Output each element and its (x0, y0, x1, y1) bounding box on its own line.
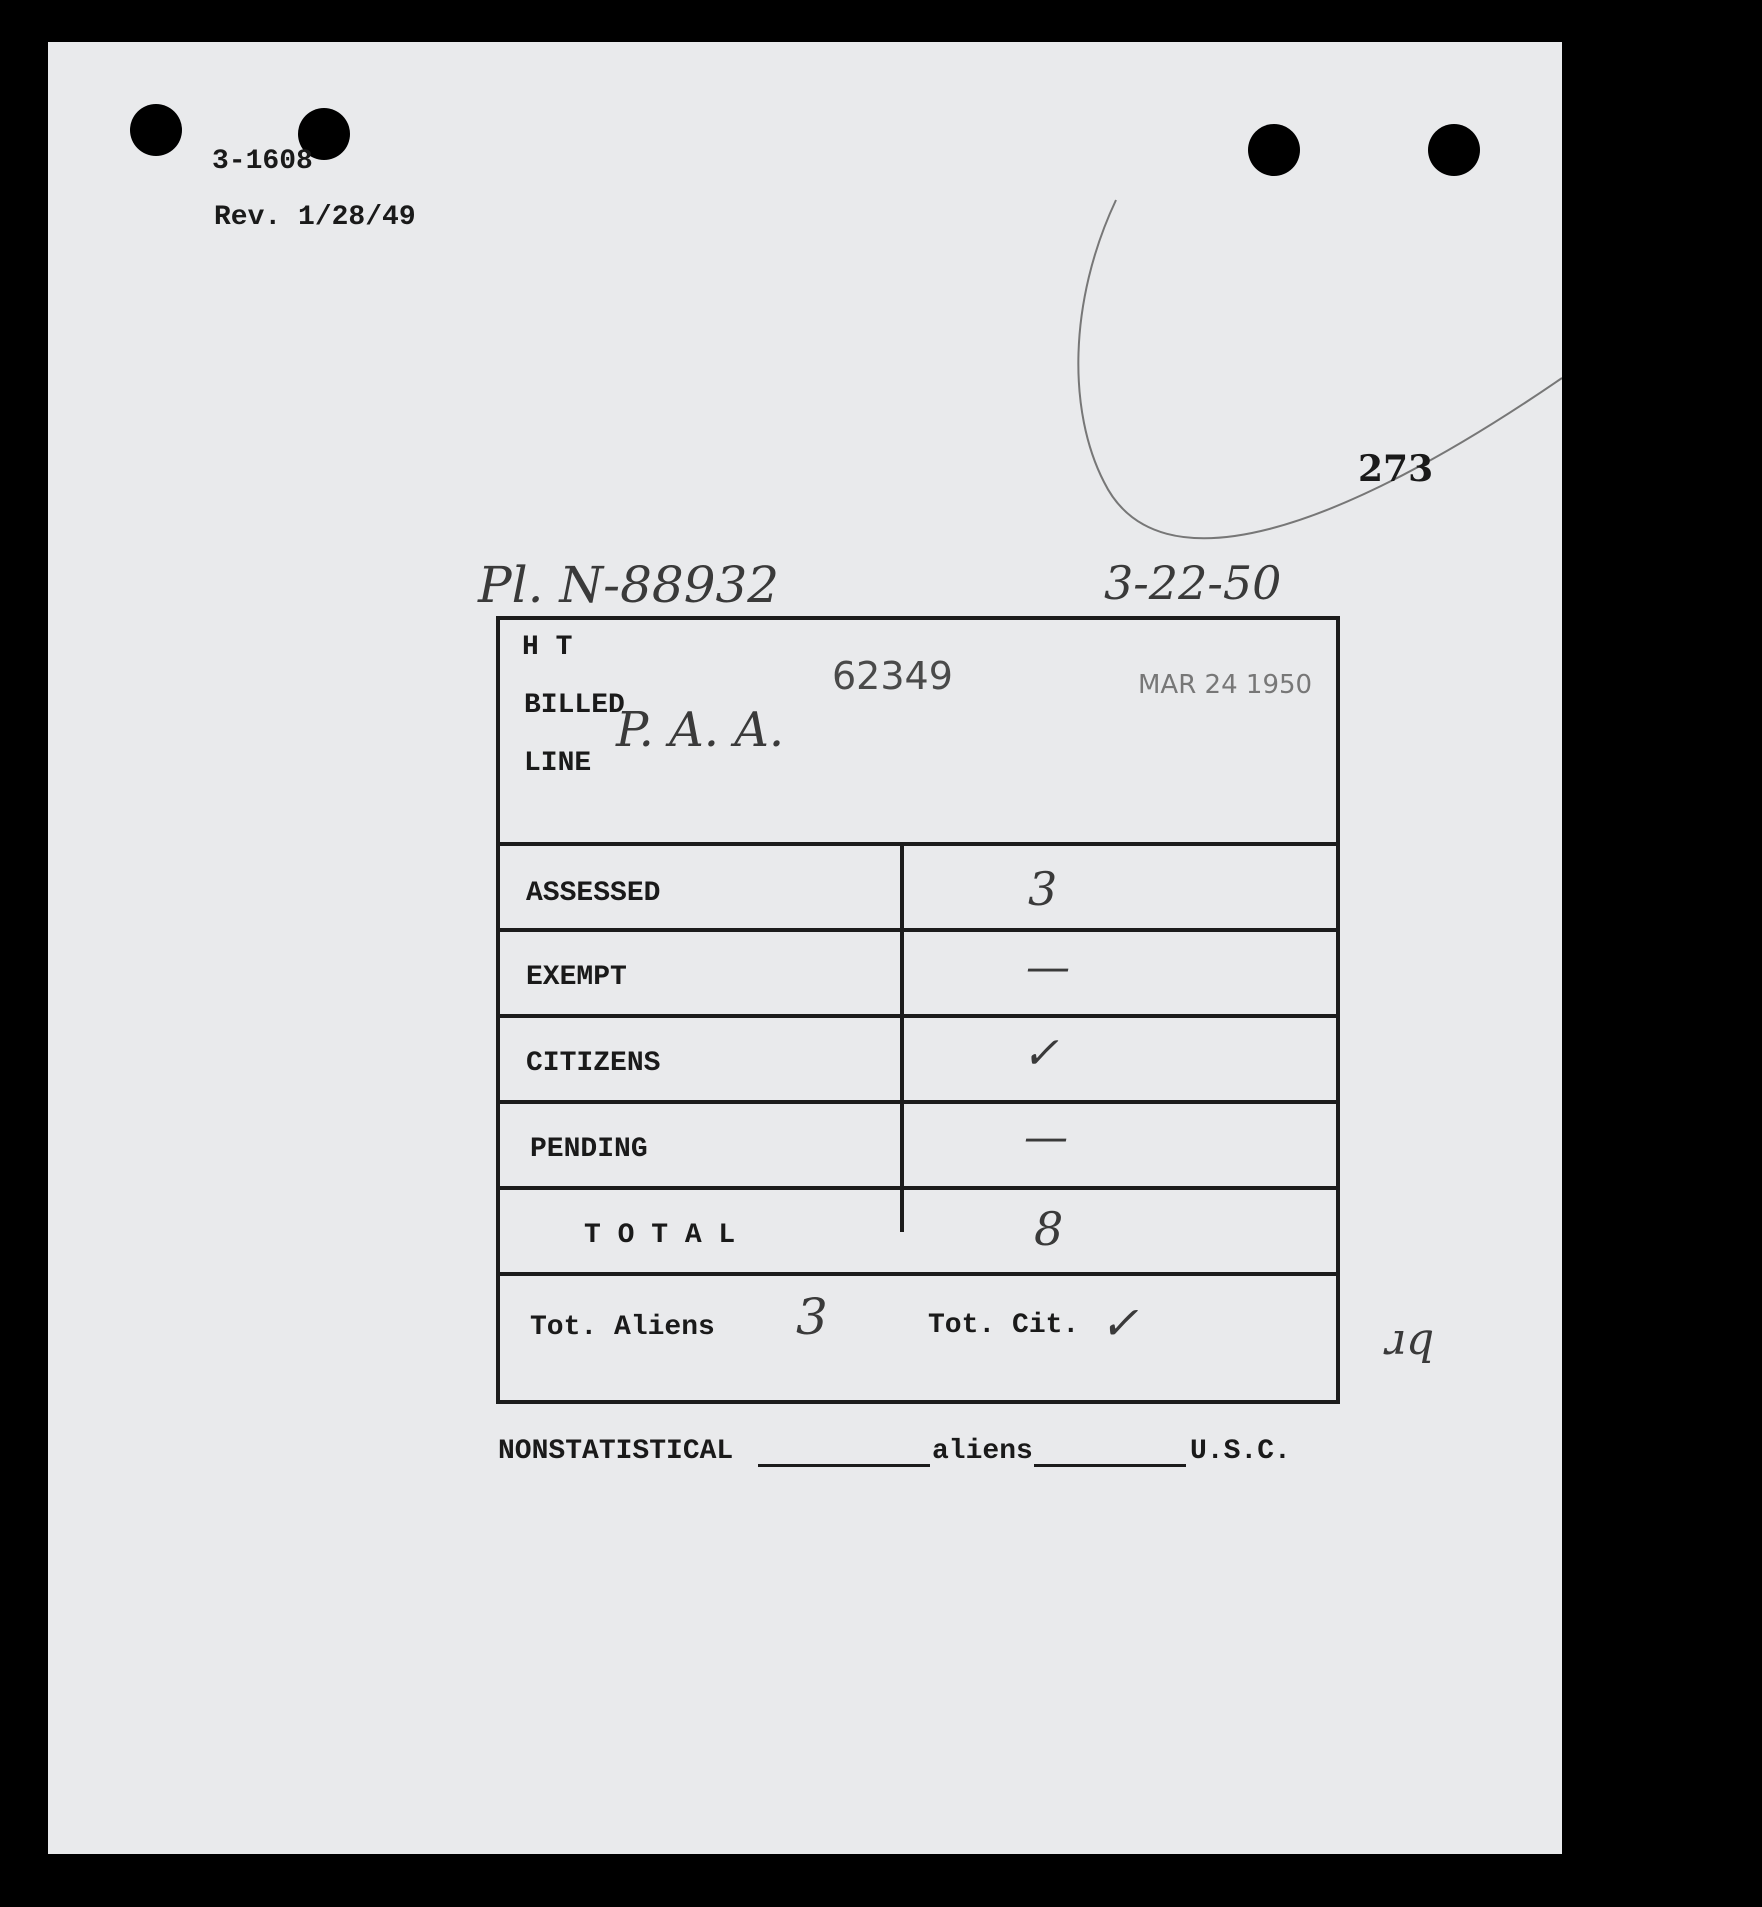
row-separator-2 (496, 1014, 1340, 1018)
line-value: P. A. A. (616, 702, 785, 758)
punch-hole-3 (1248, 124, 1300, 176)
box-top-border (496, 616, 1340, 620)
citizens-value: ✓ (1022, 1028, 1059, 1079)
handwritten-date: 3-22-50 (1104, 556, 1282, 610)
page-number: 273 (1358, 448, 1434, 490)
total-label: T O T A L (584, 1220, 736, 1251)
column-divider (900, 842, 904, 1232)
date-stamp: MAR 24 1950 (1138, 670, 1313, 700)
assessed-value: 3 (1028, 862, 1058, 916)
document-page (48, 42, 1562, 1854)
total-value: 8 (1034, 1202, 1064, 1256)
plane-number: Pl. N-88932 (478, 556, 780, 614)
nonstatistical-label: NONSTATISTICAL (498, 1436, 734, 1467)
box-right-border (1336, 616, 1340, 1404)
handwritten-initials: ɹq (1384, 1314, 1435, 1365)
row-separator-4 (496, 1186, 1340, 1190)
tot-aliens-label: Tot. Aliens (530, 1312, 715, 1343)
punch-hole-4 (1428, 124, 1480, 176)
serial-number: 62349 (832, 654, 953, 698)
box-bottom-border (496, 1400, 1340, 1404)
line-label: LINE (524, 748, 592, 779)
aliens-label: aliens (932, 1436, 1033, 1467)
billed-label: BILLED (524, 690, 625, 721)
pending-value: — (1024, 1112, 1068, 1163)
row-separator-3 (496, 1100, 1340, 1104)
assessed-label: ASSESSED (526, 878, 661, 909)
form-number: 3-1608 (212, 146, 313, 177)
tot-cit-label: Tot. Cit. (928, 1310, 1080, 1341)
form-revision: Rev. 1/28/49 (214, 202, 416, 233)
row-separator-5 (496, 1272, 1340, 1276)
tot-aliens-value: 3 (796, 1288, 828, 1346)
header-separator (496, 842, 1340, 846)
row-separator-1 (496, 928, 1340, 932)
exempt-label: EXEMPT (526, 962, 627, 993)
aliens-blank (758, 1464, 930, 1467)
citizens-label: CITIZENS (526, 1048, 661, 1079)
usc-blank (1034, 1464, 1186, 1467)
pending-label: PENDING (530, 1134, 648, 1165)
box-left-border (496, 616, 500, 1404)
ht-label: H T (522, 632, 573, 663)
usc-label: U.S.C. (1190, 1436, 1291, 1467)
pencil-curve (1008, 182, 1562, 582)
exempt-value: — (1026, 942, 1070, 993)
tot-cit-value: ✓ (1100, 1296, 1139, 1350)
punch-hole-1 (130, 104, 182, 156)
